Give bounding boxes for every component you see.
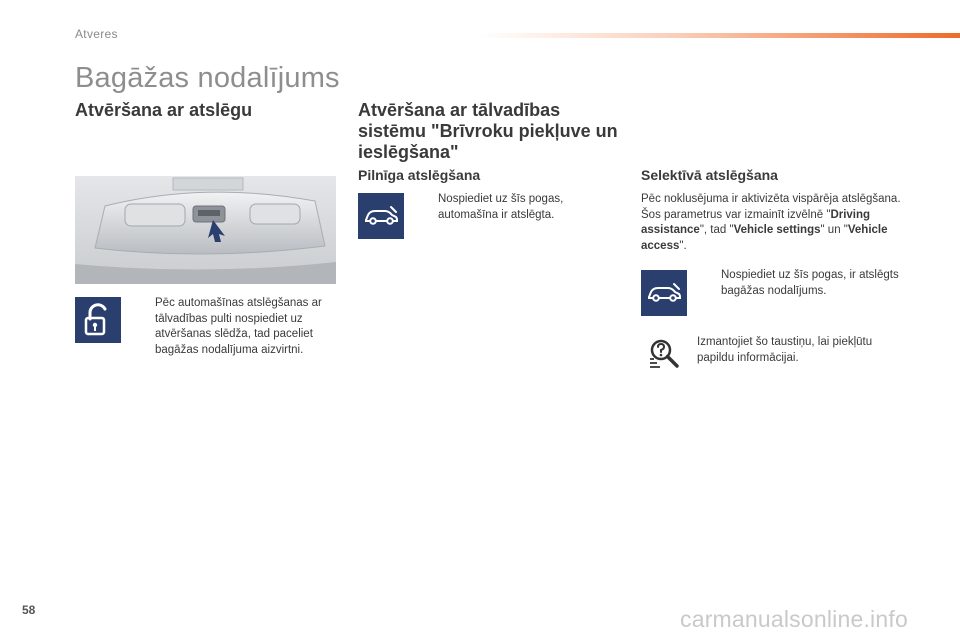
unlock-padlock-icon [75,297,121,343]
page-title: Bagāžas nodalījums [75,62,340,94]
col2-instruction-text: Nospiediet uz šīs pogas, automašīna ir atslēgta. [438,193,564,221]
col1-heading: Atvēršana ar atslēgu [75,100,253,120]
col1-instruction-text: Pēc automašīnas atslēgšanas ar tālvadības pulti nospiediet uz atvēršanas slēdža, tad paceliet bagāžas nodalījuma aizvirtni. [155,297,322,356]
menu-vehicle-access: Vehicle access [641,224,888,252]
col3-intro [641,192,911,254]
help-magnifier-icon [648,337,682,371]
menu-driving-assistance: Driving assistance [641,208,871,236]
col3-intro-text-2: ", tad " [699,224,734,236]
trunk-switch-photo [75,176,336,284]
col3-instruction [701,268,901,299]
bullet-mark [135,296,155,358]
col3-subheading: Selektīvā atslēgšana [641,167,778,183]
page-number: 58 [22,603,36,617]
col3-intro-text-1: Pēc noklusējuma ir aktivizēta vispārēja atslēgšana. Šos parametrus var izmainīt izvēlnē " [641,193,901,221]
bullet-mark [418,192,438,223]
section-header: Atveres [75,27,118,41]
col2-instruction [418,192,618,223]
col3-instruction-text: Nospiediet uz šīs pogas, ir atslēgts bagāžas nodalījums. [721,269,899,297]
col2-subheading: Pilnīga atslēgšana [358,167,481,183]
col3-intro-text-4: ". [679,239,687,252]
car-unlock-icon [358,193,404,239]
col2-heading: Atvēršana ar tālvadības sistēmu "Brīvroku piekļuve un ieslēgšana" [358,100,618,162]
car-unlock-icon [641,270,687,316]
header-accent-bar [480,33,960,38]
bullet-mark [701,268,721,299]
col1-instruction [135,296,335,358]
col3-intro-text-3: " un " [820,224,848,236]
watermark: carmanualsonline.info [680,606,908,632]
menu-vehicle-settings: Vehicle settings [733,224,821,236]
col3-info-text: Izmantojiet šo taustiņu, lai piekļūtu papildu informācijai. [697,336,873,364]
